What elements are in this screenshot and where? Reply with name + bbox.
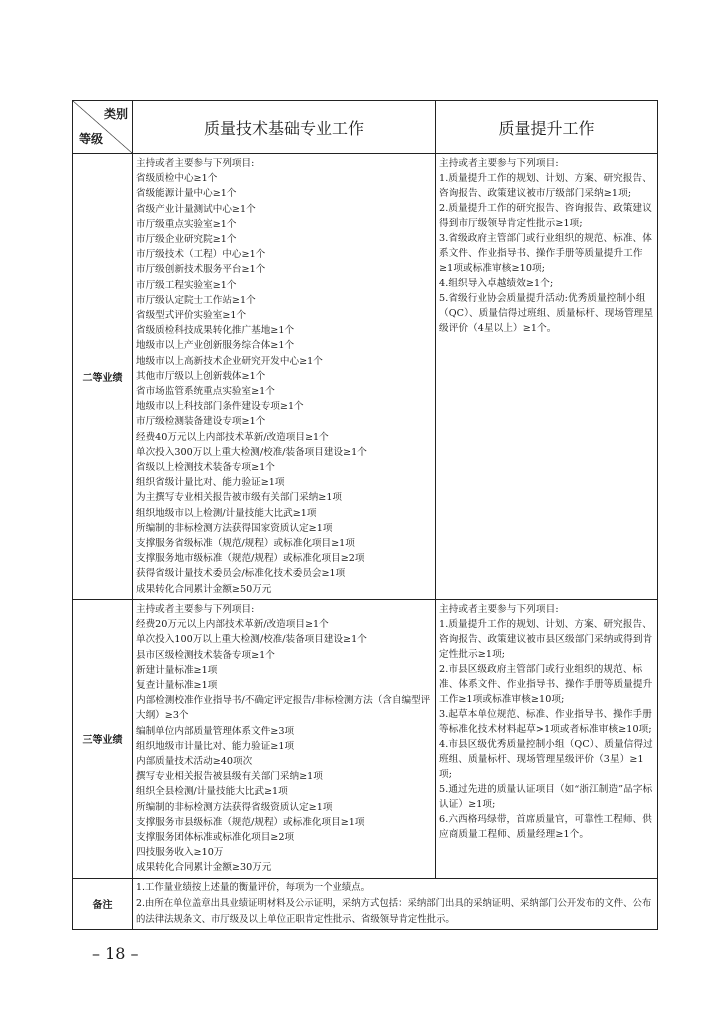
list-item: 市厅级重点实验室≥1个	[136, 218, 237, 230]
performance-criteria-table	[72, 100, 658, 930]
list-item: 单次投入300万以上重大检测/校准/装备项目建设≥1个	[136, 446, 367, 458]
list-item: 主持或者主要参与下列项目:	[136, 158, 255, 169]
list-item: 1.工作量业绩按上述量的衡量评价，每项为一个业绩点。	[136, 881, 370, 893]
list-item: 市厅级认定院士工作站≥1个	[136, 294, 256, 306]
list-item: 内部检测校准作业指导书/不确定评定报告/非标检测方法（含自编型评大纲）≥3个	[136, 695, 431, 722]
list-item: 组织地级市计量比对、能力验证≥1项	[136, 740, 295, 752]
list-item: 县市区级检测技术装备专项≥1个	[136, 649, 275, 661]
list-item: 支撑服务团体标准或标准化项目≥2项	[136, 831, 295, 843]
header-row	[73, 101, 658, 154]
list-item: 4.组织导入卓越绩效≥1个;	[439, 278, 554, 289]
list-item: 3.省级政府主管部门或行业组织的规范、标准、体系文件、作业指导书、操作手册等质量提升工作≥1项或标准审核≥10项;	[439, 233, 652, 274]
list-item: 主持或者主要参与下列项目:	[439, 603, 559, 615]
list-item: 支撑服务市县级标准（规范/规程）或标准化项目≥1项	[136, 816, 365, 828]
level-cell-second: 二等业绩	[73, 154, 133, 600]
list-item: 2.市县区级政府主管部门或行业组织的规范、标准、体系文件、作业指导书、操作手册等质量提升工作≥1项或标准审核≥10项;	[439, 663, 653, 705]
diagonal-header-cell	[73, 101, 133, 154]
list-item: 成果转化合同累计金额≥30万元	[136, 862, 272, 874]
list-item: 省级产业计量测试中心≥1个	[136, 203, 256, 215]
list-item: 5.通过先进的质量认证项目（如“浙江制造”品字标认证）≥1项;	[439, 783, 653, 810]
level-cell-third: 三等业绩	[73, 599, 133, 878]
list-item: 5.省级行业协会质量提升活动:优秀质量控制小组（QC）、质量信得过班组、质量标杆、现场管理星级评价（4星以上）≥1个。	[439, 293, 654, 334]
list-item: 四技服务收入≥10万	[136, 847, 224, 859]
list-item: 为主撰写专业相关报告被市级有关部门采纳≥1项	[136, 492, 343, 504]
list-item: 市厅级工程实验室≥1个	[136, 279, 237, 291]
list-item: 所编制的非标检测方法获得国家资质认定≥1项	[136, 522, 333, 534]
list-item: 地级市以上高新技术企业研究开发中心≥1个	[136, 355, 323, 367]
table-row	[73, 154, 658, 600]
column-header-quality-improvement: 质量提升工作	[436, 101, 658, 154]
list-item: 市厅级技术（工程）中心≥1个	[136, 249, 266, 261]
list-item: 6.六西格玛绿带，首席质量官，可靠性工程师、供应商质量工程师、质量经理≥1个。	[439, 813, 652, 840]
list-item: 经费20万元以上内部技术革新/改造项目≥1个	[136, 619, 329, 631]
criteria-list-left	[133, 154, 436, 600]
list-item: 4.市县区级优秀质量控制小组（QC）、质量信得过班组、质量标杆、现场管理星级评价（3星）≥1项;	[439, 738, 653, 780]
list-item: 2.由所在单位盖章出具业绩证明材料及公示证明，采纳方式包括：采纳部门出具的采纳证明、采纳部门公开发布的文件、公布的法律法规条文、市厅级及以上单位正职肯定性批示、省级领导肯定性批示。	[136, 897, 652, 925]
list-item: 省市场监管系统重点实验室≥1个	[136, 386, 275, 398]
list-item: 成果转化合同累计金额≥50万元	[136, 583, 272, 595]
criteria-list-left	[133, 599, 436, 878]
list-item: 3.起草本单位规范、标准、作业指导书、操作手册等标准化技术材料起草>1项或者标准审核≥10项;	[439, 708, 652, 735]
list-item: 组织地级市以上检测/计量技能大比武≥1项	[136, 507, 317, 519]
list-item: 省级以上检测技术装备专项≥1个	[136, 462, 275, 474]
list-item: 1.质量提升工作的规划、计划、方案、研究报告、咨询报告、政策建议被市厅级部门采纳≥1项;	[439, 173, 652, 199]
list-item: 复查计量标准≥1项	[136, 679, 218, 691]
list-item: 其他市厅级以上创新载体≥1个	[136, 370, 266, 382]
criteria-list-right	[436, 154, 658, 600]
list-item: 所编制的非标检测方法获得省级资质认定≥1项	[136, 801, 333, 813]
column-header-quality-tech: 质量技术基础专业工作	[133, 101, 436, 154]
level-label: 等级	[79, 132, 104, 146]
list-item: 省级质检科技成果转化推广基地≥1个	[136, 325, 295, 337]
remarks-label: 备注	[73, 878, 133, 929]
list-item: 支撑服务省级标准（规范/规程）或标准化项目≥1项	[136, 538, 355, 550]
list-item: 2.质量提升工作的研究报告、咨询报告、政策建议得到市厅级领导肯定性批示≥1项;	[439, 203, 652, 229]
category-label: 类别	[103, 107, 128, 121]
list-item: 1.质量提升工作的规划、计划、方案、研究报告、咨询报告、政策建议被市县区级部门采纳或得到肯定性批示≥1项;	[439, 618, 653, 660]
list-item: 主持或者主要参与下列项目:	[136, 603, 255, 615]
criteria-list-right	[436, 599, 658, 878]
remarks-content	[133, 878, 658, 929]
list-item: 获得省级计量技术委员会/标准化技术委员会≥1项	[136, 568, 346, 580]
list-item: 经费40万元以上内部技术革新/改造项目≥1个	[136, 431, 329, 443]
list-item: 市厅级企业研究院≥1个	[136, 234, 237, 246]
list-item: 内部质量技术活动≥40项次	[136, 755, 253, 767]
list-item: 省级质检中心≥1个	[136, 173, 218, 185]
list-item: 支撑服务地市级标准（规范/规程）或标准化项目≥2项	[136, 553, 365, 565]
list-item: 省级型式评价实验室≥1个	[136, 310, 247, 322]
list-item: 组织省级计量比对、能力验证≥1项	[136, 477, 285, 489]
list-item: 组织全县检测/计量技能大比武≥1项	[136, 786, 288, 798]
list-item: 市厅级创新技术服务平台≥1个	[136, 264, 266, 276]
list-item: 地级市以上产业创新服务综合体≥1个	[136, 340, 295, 352]
list-item: 主持或者主要参与下列项目:	[439, 158, 559, 169]
list-item: 撰写专业相关报告被县级有关部门采纳≥1项	[136, 771, 323, 783]
list-item: 市厅级检测装备建设专项≥1个	[136, 416, 266, 428]
list-item: 省级能源计量中心≥1个	[136, 188, 237, 200]
table-row	[73, 599, 658, 878]
page-number: – 18 –	[92, 944, 139, 963]
remarks-row	[73, 878, 658, 929]
list-item: 单次投入100万以上重大检测/校准/装备项目建设≥1个	[136, 634, 367, 646]
list-item: 地级市以上科技部门条件建设专项≥1个	[136, 401, 304, 413]
list-item: 新建计量标准≥1项	[136, 664, 218, 676]
list-item: 编制单位内部质量管理体系文件≥3项	[136, 725, 295, 737]
